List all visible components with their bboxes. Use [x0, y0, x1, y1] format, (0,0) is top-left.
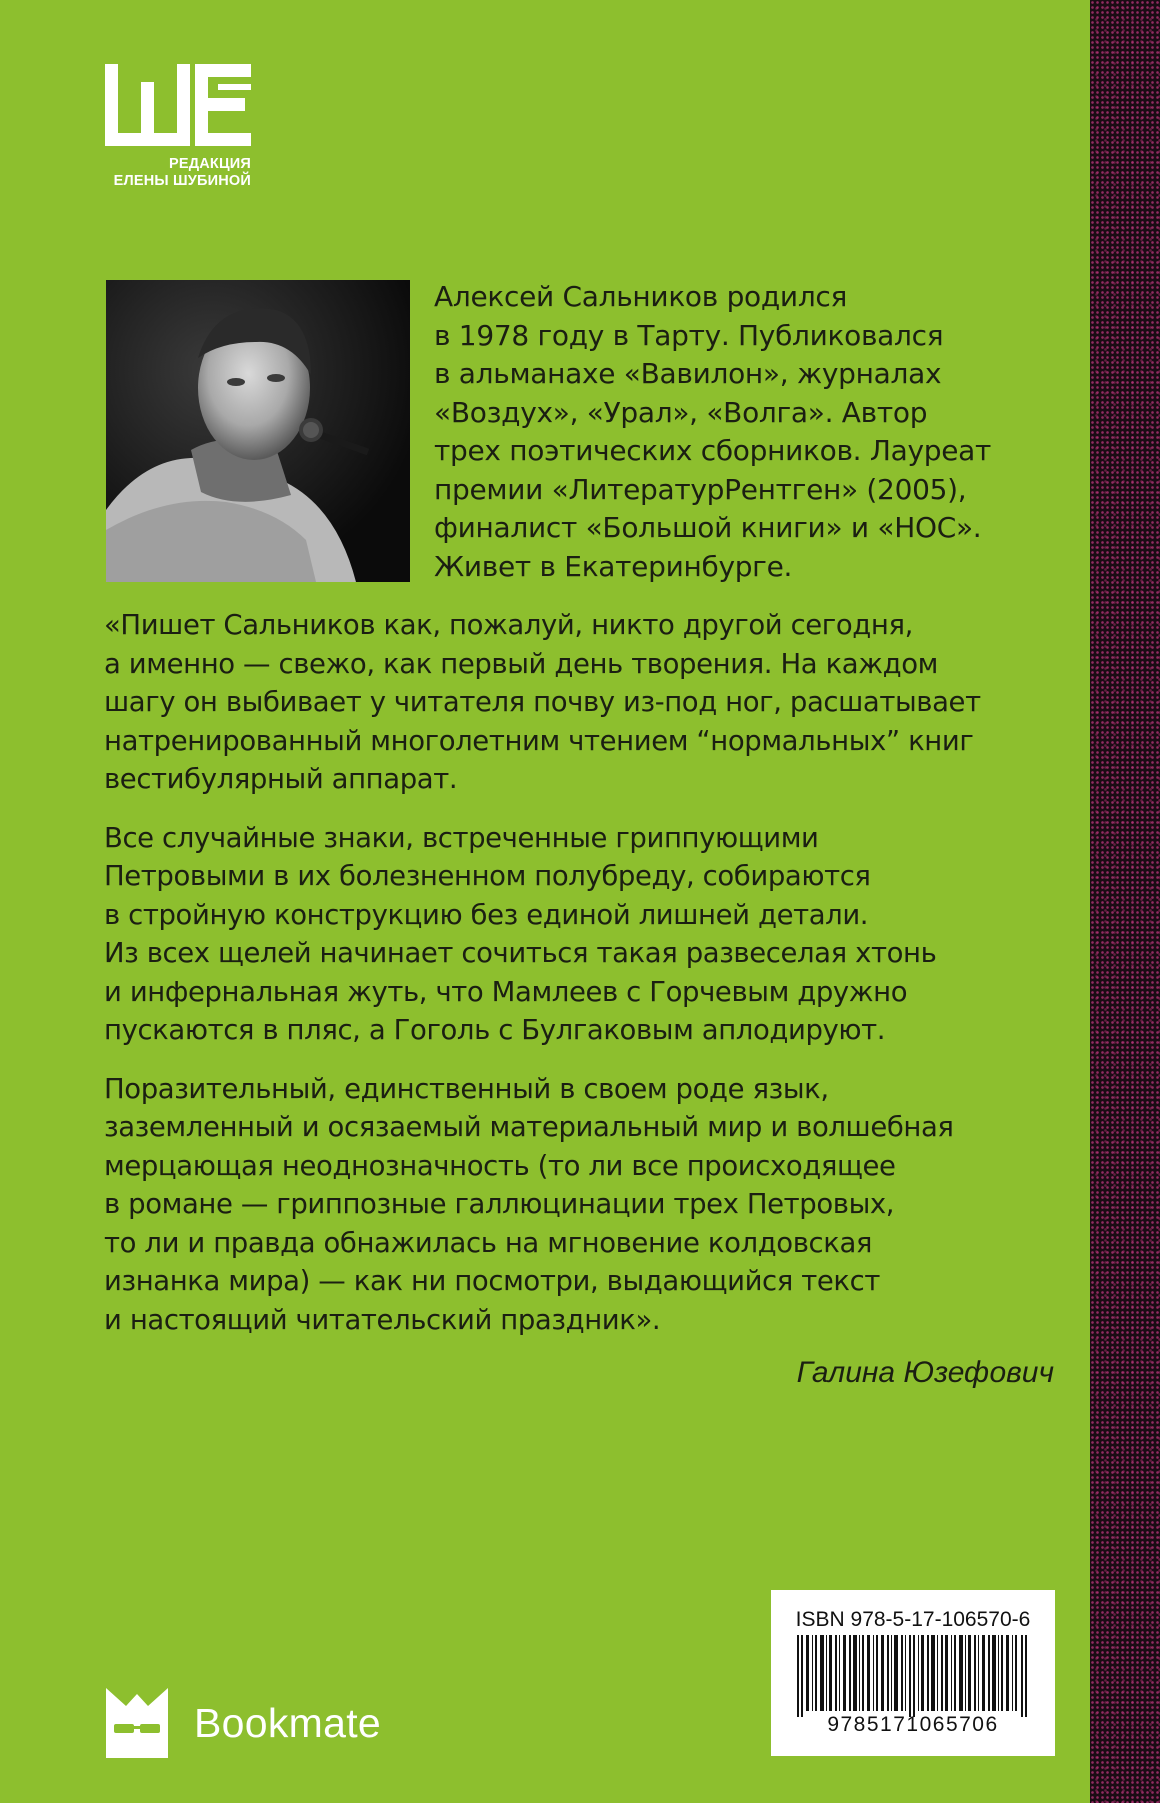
bookmate-icon — [106, 1688, 168, 1758]
bio-line: «Воздух», «Урал», «Волга». Автор — [434, 395, 928, 429]
bio-line: трех поэтических сборников. Лауреат — [434, 434, 992, 467]
quote-line: в романе — гриппозные галлюцинации трех Петровых, — [104, 1188, 895, 1220]
quote-paragraph-1 — [104, 606, 1044, 799]
quote-paragraph-3 — [104, 1070, 1044, 1340]
publisher-mark-icon — [105, 64, 251, 146]
author-photo — [106, 280, 410, 582]
bio-line: премии «ЛитературРентген» (2005), — [434, 472, 967, 506]
bio-line: Живет в Екатеринбурге. — [434, 549, 793, 583]
quote-author: Галина Юзефович — [796, 1356, 1054, 1389]
quote-line: Поразительный, единственный в своем роде язык, — [104, 1072, 829, 1105]
quote-line: натренированный многолетним чтением “нормальных” книг — [104, 724, 974, 757]
isbn-barcode-box — [771, 1590, 1055, 1756]
quote-line: а именно — свежо, как первый день творения. На каждом — [104, 647, 938, 680]
quote-line: мерцающая неоднозначность (то ли все происходящее — [104, 1149, 896, 1182]
quote-line: Все случайные знаки, встреченные гриппующими — [104, 821, 819, 854]
bookmate-logo — [106, 1688, 381, 1758]
quote-line: и настоящий читательский праздник». — [104, 1303, 661, 1336]
publisher-name-line-2: ЕЛЕНЫ ШУБИНОЙ — [113, 173, 251, 189]
author-portrait-image — [106, 280, 410, 582]
quote-line: в стройную конструкцию без единой лишней детали. — [104, 898, 869, 931]
bio-line: в 1978 году в Тарту. Публиковался — [434, 318, 944, 352]
quote-line: Петровыми в их болезненном полубреду, собираются — [104, 860, 871, 892]
review-quote — [104, 606, 1044, 1359]
quote-line: то ли и правда обнажилась на мгновение колдовская — [104, 1226, 873, 1259]
publisher-name-line-1: РЕДАКЦИЯ — [168, 156, 251, 172]
quote-line: заземленный и осязаемый материальный мир и волшебная — [104, 1111, 954, 1143]
isbn-digits: 9785171065706 — [827, 1713, 999, 1736]
book-spine-pattern — [1090, 0, 1160, 1803]
quote-line: «Пишет Сальников как, пожалуй, никто другой сегодня, — [104, 609, 913, 641]
publisher-logo — [105, 64, 255, 190]
isbn-label: ISBN 978-5-17-106570-6 — [795, 1608, 1031, 1631]
author-bio — [434, 278, 1034, 586]
quote-paragraph-2 — [104, 819, 1044, 1050]
quote-line: изнанка мира) — как ни посмотри, выдающийся текст — [104, 1265, 880, 1297]
quote-line: шагу он выбивает у читателя почву из-под ног, расшатывает — [104, 686, 981, 718]
quote-line: вестибулярный аппарат. — [104, 763, 458, 795]
quote-line: пускаются в пляс, а Гоголь с Булгаковым аплодируют. — [104, 1014, 886, 1046]
bio-line: в альманахе «Вавилон», журналах — [434, 357, 942, 390]
bio-line: финалист «Большой книги» и «НОС». — [434, 511, 982, 544]
quote-line: и инфернальная жуть, что Мамлеев с Горчевым дружно — [104, 975, 908, 1008]
bookmate-name: Bookmate — [194, 1699, 381, 1746]
bio-line: Алексей Сальников родился — [434, 280, 848, 313]
barcode-icon — [793, 1635, 1033, 1717]
quote-line: Из всех щелей начинает сочиться такая развеселая хтонь — [104, 937, 937, 969]
